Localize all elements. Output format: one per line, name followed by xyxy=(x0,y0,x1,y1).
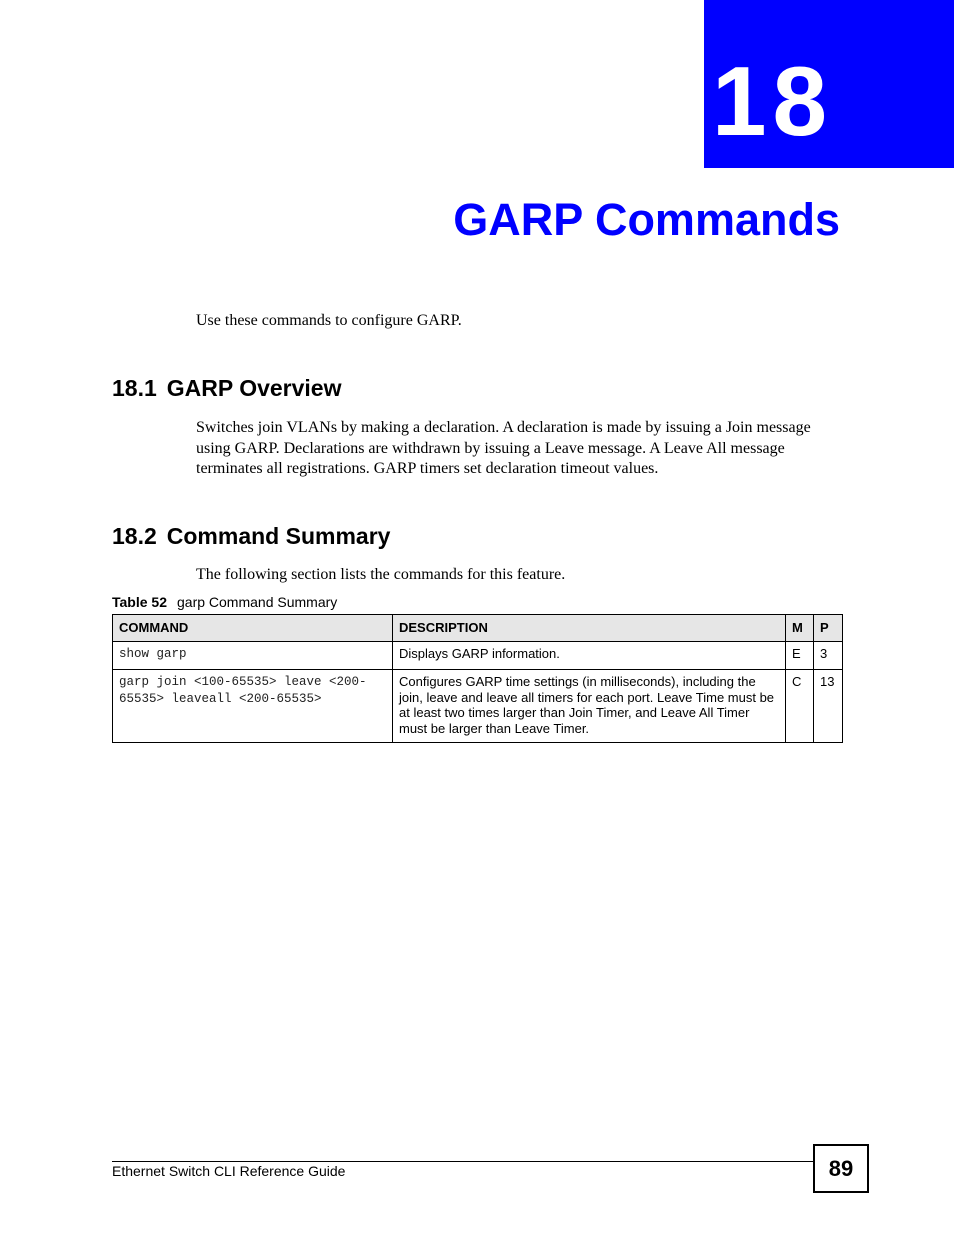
section-heading-garp-overview xyxy=(112,374,341,402)
table-header-row xyxy=(113,615,843,642)
section-number: 18.2 xyxy=(112,523,157,549)
cell-m: C xyxy=(786,670,814,743)
footer-guide-title: Ethernet Switch CLI Reference Guide xyxy=(112,1163,346,1179)
section-title: Command Summary xyxy=(166,523,391,549)
command-summary-table xyxy=(112,614,843,743)
cell-description: Configures GARP time settings (in milliseconds), including the join, leave and leave all timers for each port. Leave Time must be at least two times larger than Join Timer, and Leave All Timer must be larger than Leave Timer. xyxy=(393,670,786,743)
cell-command: garp join <100-65535> leave <200-65535> leaveall <200-65535> xyxy=(113,670,393,743)
header-m: M xyxy=(786,615,814,642)
command-summary-paragraph: The following section lists the commands for this feature. xyxy=(196,566,566,583)
table-row xyxy=(113,670,843,743)
section-heading-command-summary xyxy=(112,522,390,550)
header-command: COMMAND xyxy=(113,615,393,642)
section-title: GARP Overview xyxy=(166,375,342,401)
header-description: DESCRIPTION xyxy=(393,615,786,642)
table-row xyxy=(113,642,843,670)
section-number: 18.1 xyxy=(112,375,157,401)
table-caption-text: garp Command Summary xyxy=(177,594,338,610)
cell-p: 13 xyxy=(814,670,843,743)
header-p: P xyxy=(814,615,843,642)
cell-m: E xyxy=(786,642,814,670)
table-caption-label: Table 52 xyxy=(112,594,167,610)
table-caption xyxy=(112,593,337,611)
cell-command: show garp xyxy=(113,642,393,670)
chapter-title: GARP Commands xyxy=(453,194,840,245)
garp-overview-paragraph: Switches join VLANs by making a declaration. A declaration is made by issuing a Join message using GARP. Declarations are withdrawn by issuing a Leave message. A Leave All message terminates all registrations. GARP timers set declaration timeout values. xyxy=(196,419,811,477)
chapter-number: 18 xyxy=(712,46,834,156)
cell-description: Displays GARP information. xyxy=(393,642,786,670)
intro-paragraph: Use these commands to configure GARP. xyxy=(196,312,462,329)
page-number: 89 xyxy=(813,1144,869,1193)
cell-p: 3 xyxy=(814,642,843,670)
